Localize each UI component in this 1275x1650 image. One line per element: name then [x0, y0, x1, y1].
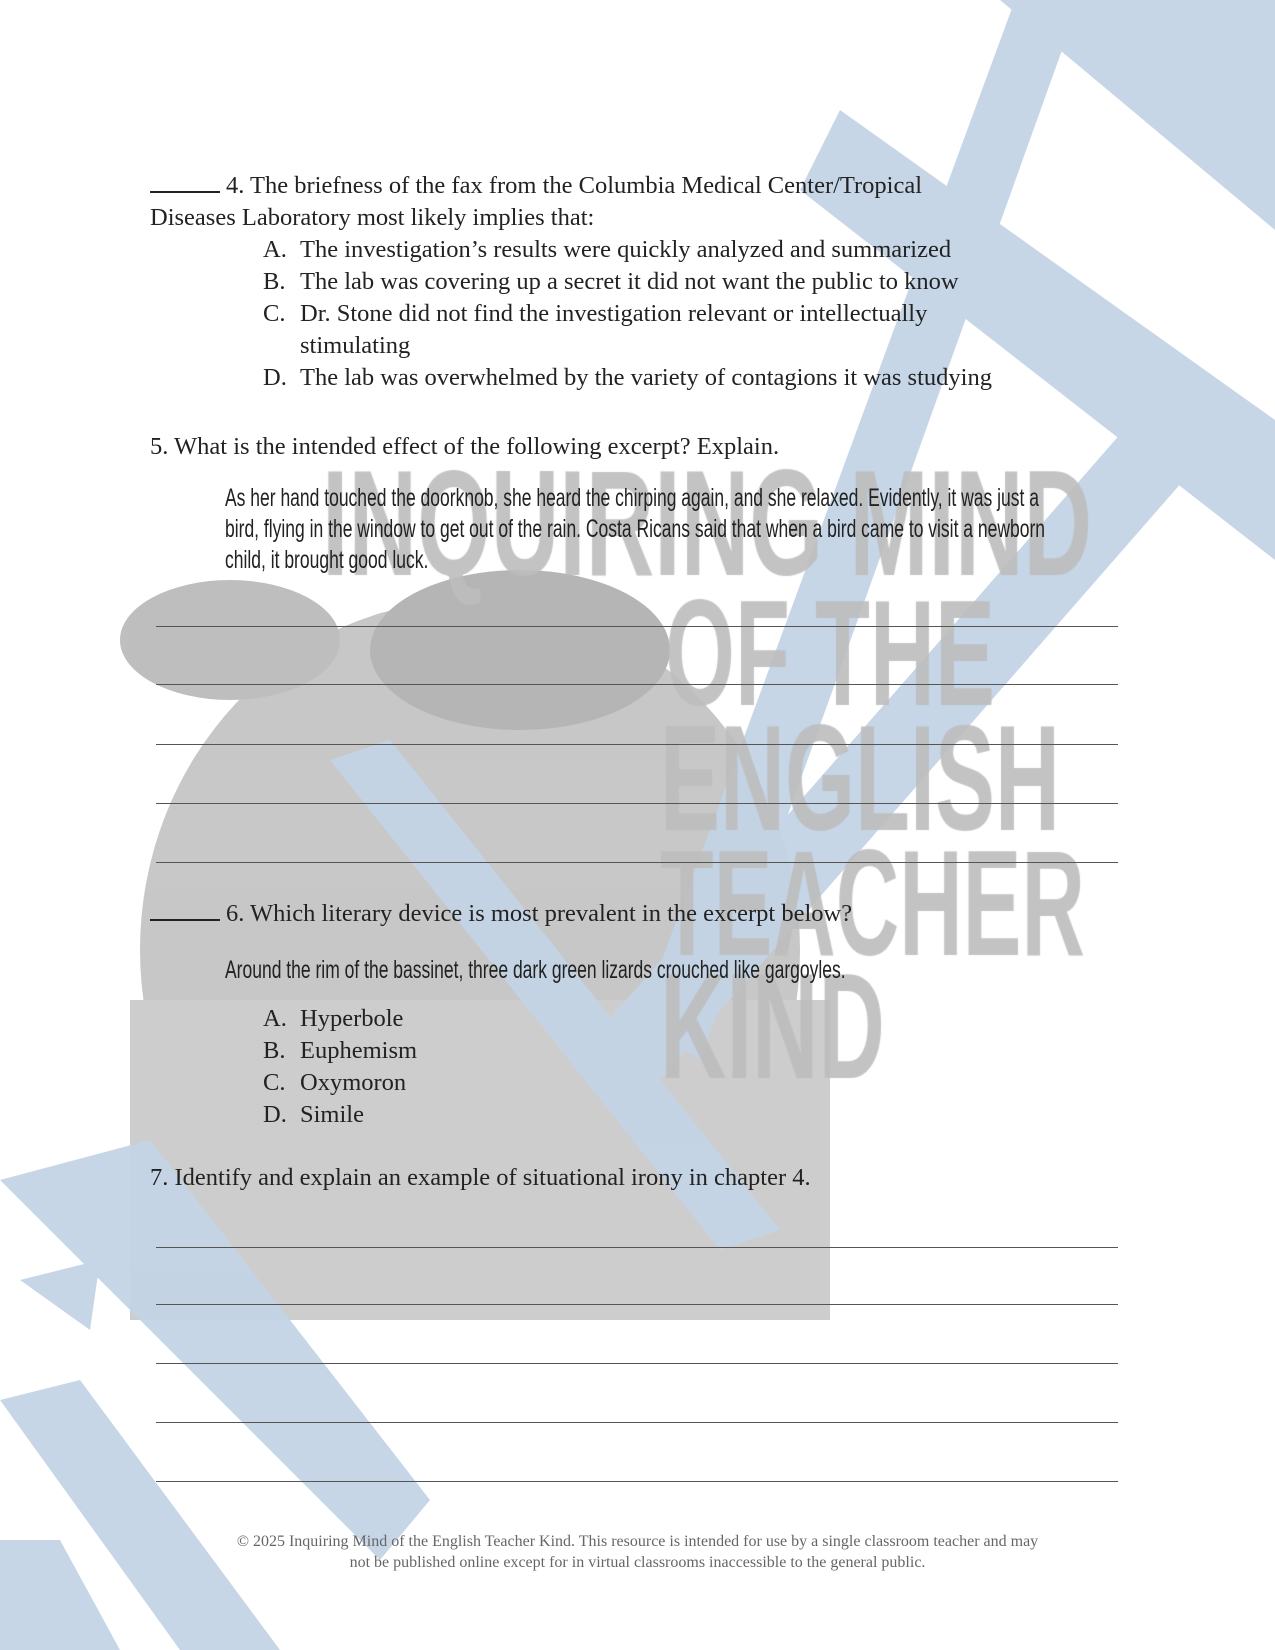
answer-line[interactable]: [156, 684, 1118, 685]
answer-line[interactable]: [156, 862, 1118, 863]
answer-line[interactable]: [156, 803, 1118, 804]
answer-line[interactable]: [156, 1304, 1118, 1305]
answer-blank[interactable]: [150, 191, 220, 193]
question-4-text-cont: Diseases Laboratory most likely implies that:: [150, 204, 595, 231]
question-4-text: 4. The briefness of the fax from the Columbia Medical Center/Tropical: [226, 172, 923, 199]
answer-line[interactable]: [156, 1363, 1118, 1364]
answer-line[interactable]: [156, 1481, 1118, 1482]
copyright-footer-cont: not be published online except for in virtual classrooms inaccessible to the general public.: [349, 1554, 926, 1571]
answer-line[interactable]: [156, 1422, 1118, 1423]
excerpt-line: As her hand touched the doorknob, she heard the chirping again, and she relaxed. Evidently, it was just a: [225, 484, 1039, 512]
question-6-text: 6. Which literary device is most prevalent in the excerpt below?: [226, 900, 853, 927]
excerpt-line: Around the rim of the bassinet, three dark green lizards crouched like gargoyles.: [225, 956, 846, 984]
question-5: 5. What is the intended effect of the following excerpt? Explain.: [150, 433, 780, 460]
excerpt-line: bird, flying in the window to get out of the rain. Costa Ricans said that when a bird came to visit a newborn: [225, 515, 1046, 543]
excerpt-line: child, it brought good luck.: [225, 546, 429, 574]
answer-line[interactable]: [156, 744, 1118, 745]
question-7: 7. Identify and explain an example of situational irony in chapter 4.: [150, 1164, 811, 1191]
question-6: [150, 902, 852, 927]
question-4: [150, 174, 922, 199]
answer-blank[interactable]: [150, 919, 220, 921]
answer-line[interactable]: [156, 626, 1118, 627]
answer-line[interactable]: [156, 1247, 1118, 1248]
copyright-footer: © 2025 Inquiring Mind of the English Teacher Kind. This resource is intended for use by a single classroom teacher and may: [236, 1533, 1039, 1550]
